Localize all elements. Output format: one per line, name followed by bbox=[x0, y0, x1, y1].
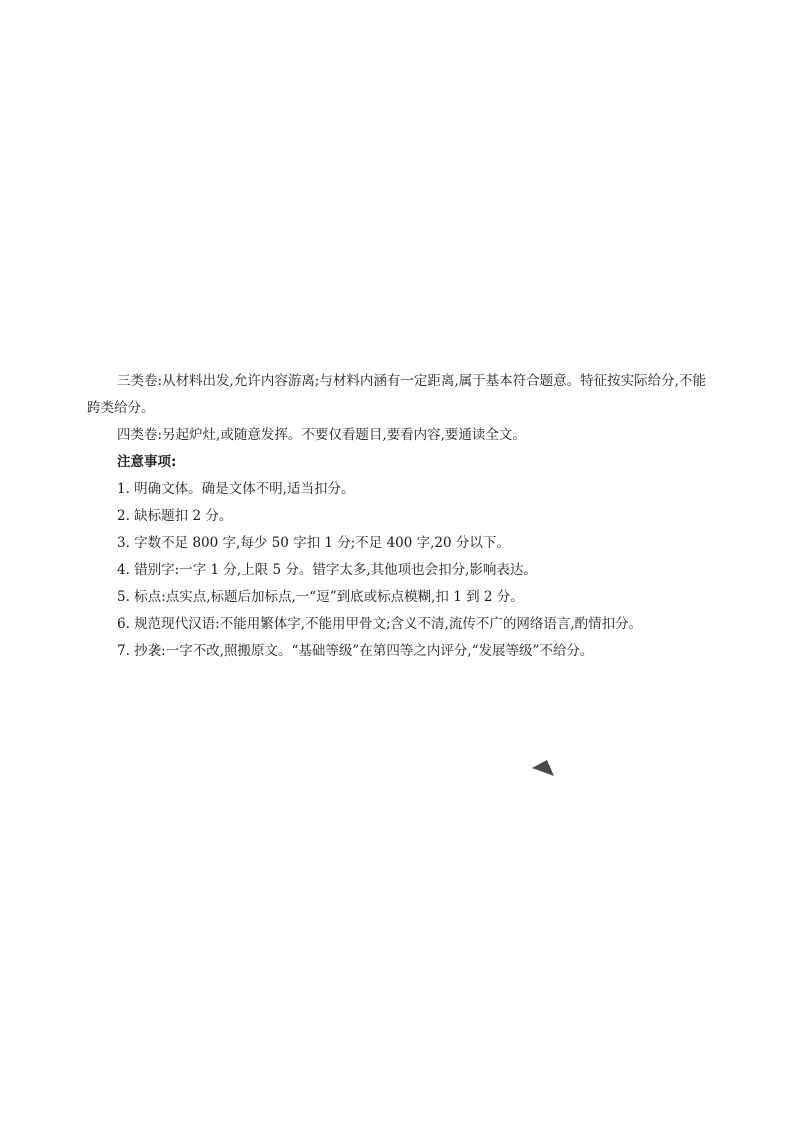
category-four-paragraph: 四类卷:另起炉灶,或随意发挥。不要仅看题目,要看内容,要通读全文。 bbox=[117, 427, 526, 443]
note-item: 6. 规范现代汉语:不能用繁体字,不能用甲骨文;含义不清,流传不广的网络语言,酌情扣分。 bbox=[117, 616, 643, 632]
note-item: 2. 缺标题扣 2 分。 bbox=[117, 508, 233, 524]
category-three-line-2: 跨类给分。 bbox=[87, 400, 155, 416]
note-item: 5. 标点:点实点,标题后加标点,一“逗”到底或标点模糊,扣 1 到 2 分。 bbox=[117, 589, 524, 605]
note-item: 7. 抄袭:一字不改,照搬原文。“基础等级”在第四等之内评分,“发展等级”不给分。 bbox=[117, 643, 594, 659]
triangle-mark-icon bbox=[531, 759, 555, 777]
category-three-paragraph bbox=[87, 368, 757, 422]
note-item: 1. 明确文体。确是文体不明,适当扣分。 bbox=[117, 481, 355, 497]
grading-criteria-section bbox=[87, 368, 757, 665]
notes-title: 注意事项: bbox=[117, 454, 177, 470]
category-three-line-1: 三类卷:从材料出发,允许内容游离;与材料内涵有一定距离,属于基本符合题意。特征按实际给分,不能 bbox=[117, 373, 706, 389]
note-item: 3. 字数不足 800 字,每少 50 字扣 1 分;不足 400 字,20 分以下。 bbox=[117, 535, 510, 551]
note-item: 4. 错别字:一字 1 分,上限 5 分。错字太多,其他项也会扣分,影响表达。 bbox=[117, 562, 537, 578]
